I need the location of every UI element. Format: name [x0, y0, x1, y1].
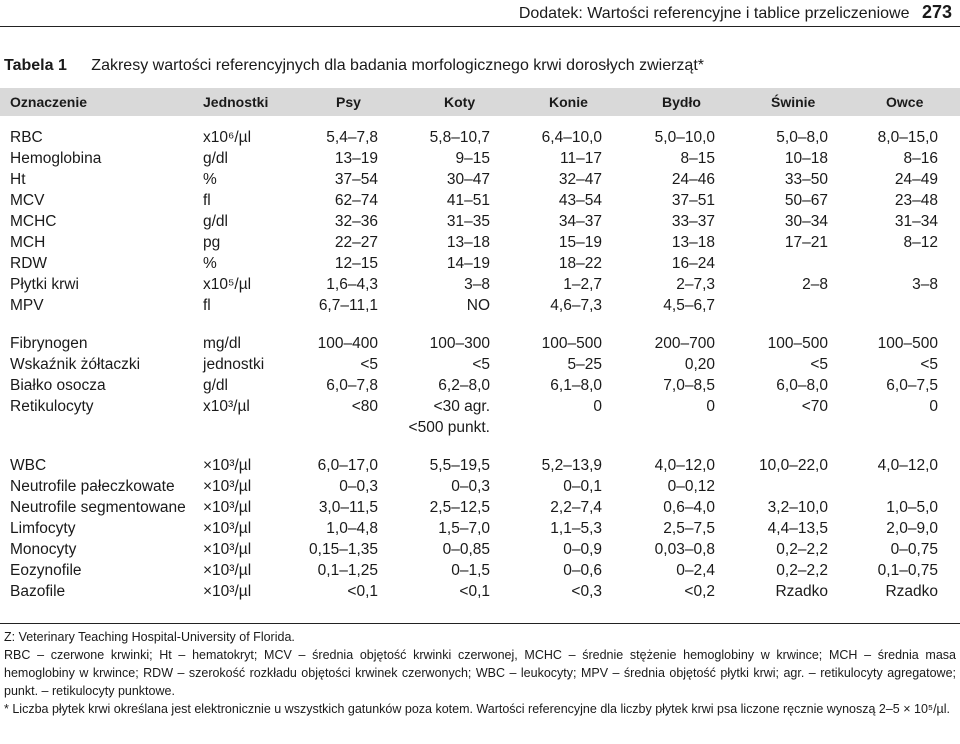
- row-value: 4,0–12,0: [877, 457, 938, 474]
- running-header: [519, 0, 952, 24]
- page-number: 273: [921, 2, 952, 22]
- row-value: 50–67: [784, 192, 828, 209]
- row-name: Monocyty: [10, 541, 77, 558]
- row-value: 0,2–2,2: [776, 541, 828, 558]
- row-value: 2,2–7,4: [550, 499, 602, 516]
- row-value: 5,0–10,0: [654, 129, 715, 146]
- row-value: <5: [810, 356, 828, 373]
- row-value: NO: [466, 297, 490, 314]
- header-species: Bydło: [662, 94, 701, 110]
- header-species: Koty: [444, 94, 476, 110]
- row-value: 7,0–8,5: [663, 377, 715, 394]
- row-unit: mg/dl: [203, 335, 241, 352]
- row-value: 1,5–7,0: [438, 520, 490, 537]
- table-header: [0, 88, 960, 116]
- row-value: 62–74: [334, 192, 378, 209]
- row-value: 0,03–0,8: [654, 541, 715, 558]
- row-value: 6,0–7,8: [326, 377, 378, 394]
- table-row: [0, 127, 960, 148]
- row-name: Neutrofile pałeczkowate: [10, 478, 175, 495]
- footnote-abbreviations: RBC – czerwone krwinki; Ht – hematokryt; MCV – średnia objętość krwinki czerwonej, MCHC – średnie stężenie hemoglobiny w krwince; MCH – średnia masa hemoglobiny w krwince; RDW – szerokość rozkładu objętości krwinek czerwonych; WBC – leukocyty; MPV – średnia objętość płytki krwi; agr. – retikulocyty agregatowe; punkt. – retikulocyty punktowe.: [4, 648, 956, 698]
- row-value: 1,0–5,0: [886, 499, 938, 516]
- row-value: 0,2–2,2: [776, 562, 828, 579]
- row-name: MCHC: [10, 213, 57, 230]
- row-value: 3,2–10,0: [767, 499, 828, 516]
- row-value: 10,0–22,0: [759, 457, 828, 474]
- row-value: 33–50: [784, 171, 828, 188]
- row-value: 1,6–4,3: [326, 276, 378, 293]
- row-value: 15–19: [558, 234, 602, 251]
- row-value: 3–8: [464, 276, 490, 293]
- row-value: 5–25: [567, 356, 602, 373]
- row-value: 0–0,3: [339, 478, 378, 495]
- row-value: 5,4–7,8: [326, 129, 378, 146]
- top-rule: [0, 26, 960, 27]
- row-value: 100–500: [767, 335, 828, 352]
- row-name: Bazofile: [10, 583, 66, 600]
- row-name: WBC: [10, 457, 47, 474]
- row-value: 13–18: [446, 234, 490, 251]
- row-unit: %: [203, 255, 217, 272]
- row-value: 16–24: [671, 255, 715, 272]
- row-unit: g/dl: [203, 213, 228, 230]
- row-value: <0,2: [684, 583, 715, 600]
- table-row: [0, 295, 960, 316]
- row-unit: g/dl: [203, 377, 228, 394]
- row-value: <0,3: [571, 583, 602, 600]
- header-species: Konie: [549, 94, 588, 110]
- running-header-title: Dodatek: Wartości referencyjne i tablice przeliczeniowe: [518, 5, 910, 22]
- row-value: 17–21: [784, 234, 828, 251]
- row-unit: x10³/µl: [203, 398, 250, 415]
- row-value: 0,15–1,35: [309, 541, 378, 558]
- row-name: Fibrynogen: [10, 335, 88, 352]
- row-value: 0: [929, 398, 938, 415]
- row-value: 0–0,75: [890, 541, 938, 558]
- row-name: MPV: [10, 297, 44, 314]
- row-value: 37–54: [334, 171, 378, 188]
- row-value: 31–35: [446, 213, 490, 230]
- row-value: <80: [351, 398, 378, 415]
- row-value: 32–47: [558, 171, 602, 188]
- row-name: Płytki krwi: [10, 276, 79, 293]
- row-name: MCH: [10, 234, 46, 251]
- row-name: Hemoglobina: [10, 150, 102, 167]
- row-value: 2,0–9,0: [886, 520, 938, 537]
- row-value: 0,20: [684, 356, 715, 373]
- row-value: 200–700: [654, 335, 715, 352]
- row-value: 4,6–7,3: [550, 297, 602, 314]
- header-species: Świnie: [771, 94, 816, 110]
- row-value: 6,0–8,0: [776, 377, 828, 394]
- row-value: 6,1–8,0: [550, 377, 602, 394]
- table-row: [0, 497, 960, 518]
- row-value: 3–8: [912, 276, 938, 293]
- table-row: [0, 354, 960, 375]
- table-row: [0, 417, 960, 438]
- row-value: 6,7–11,1: [318, 297, 378, 314]
- row-unit: pg: [203, 234, 221, 251]
- row-value: 6,2–8,0: [438, 377, 490, 394]
- table-row: [0, 169, 960, 190]
- row-value: 100–300: [429, 335, 490, 352]
- row-value: 4,5–6,7: [663, 297, 715, 314]
- row-value: <500 punkt.: [408, 419, 490, 436]
- row-value: 6,0–17,0: [317, 457, 378, 474]
- table-row: [0, 560, 960, 581]
- table-row: [0, 253, 960, 274]
- row-unit: g/dl: [203, 150, 228, 167]
- row-value: 100–500: [541, 335, 602, 352]
- table-row: [0, 476, 960, 497]
- row-value: Rzadko: [775, 583, 828, 600]
- row-unit: ×10³/µl: [203, 583, 252, 600]
- row-value: 2–7,3: [676, 276, 715, 293]
- row-name: Białko osocza: [10, 377, 106, 394]
- row-value: 8–15: [680, 150, 715, 167]
- table-row: [0, 274, 960, 295]
- row-value: 23–48: [894, 192, 938, 209]
- table-row: [0, 211, 960, 232]
- row-name: MCV: [10, 192, 45, 209]
- row-value: 6,4–10,0: [541, 129, 602, 146]
- bottom-rule: [0, 623, 960, 624]
- row-value: 9–15: [455, 150, 490, 167]
- row-name: Retikulocyty: [10, 398, 94, 415]
- row-value: 8–16: [903, 150, 938, 167]
- row-value: 2–8: [802, 276, 828, 293]
- header-name: Oznaczenie: [10, 94, 88, 110]
- row-unit: fl: [203, 192, 211, 209]
- row-name: Eozynofile: [10, 562, 82, 579]
- row-unit: ×10³/µl: [203, 499, 252, 516]
- row-value: 18–22: [558, 255, 602, 272]
- row-value: 0–0,1: [563, 478, 602, 495]
- row-value: 8,0–15,0: [877, 129, 938, 146]
- row-unit: ×10³/µl: [203, 562, 252, 579]
- row-value: 0–1,5: [451, 562, 490, 579]
- row-value: 3,0–11,5: [318, 499, 378, 516]
- row-unit: x10⁵/µl: [203, 276, 252, 293]
- table-row: [0, 455, 960, 476]
- row-value: 41–51: [446, 192, 490, 209]
- row-value: 4,0–12,0: [654, 457, 715, 474]
- row-value: 31–34: [894, 213, 938, 230]
- row-value: 5,5–19,5: [429, 457, 490, 474]
- row-unit: fl: [203, 297, 211, 314]
- row-value: 1,1–5,3: [550, 520, 602, 537]
- row-value: 0,6–4,0: [663, 499, 715, 516]
- table-row: [0, 375, 960, 396]
- row-value: 2,5–12,5: [429, 499, 490, 516]
- row-value: 0–0,6: [563, 562, 602, 579]
- row-value: 33–37: [671, 213, 715, 230]
- row-value: 8–12: [903, 234, 938, 251]
- row-value: 30–34: [784, 213, 828, 230]
- table-caption: [4, 57, 704, 75]
- row-value: 0–0,12: [667, 478, 715, 495]
- row-name: RDW: [10, 255, 48, 272]
- row-value: 100–500: [877, 335, 938, 352]
- row-name: Wskaźnik żółtaczki: [10, 356, 141, 373]
- row-value: 13–18: [671, 234, 715, 251]
- row-value: 37–51: [671, 192, 715, 209]
- footnotes: [4, 628, 956, 718]
- row-value: 30–47: [446, 171, 490, 188]
- row-unit: ×10³/µl: [203, 478, 252, 495]
- table-row: [0, 190, 960, 211]
- table-row: [0, 581, 960, 602]
- header-species: Psy: [336, 94, 361, 110]
- row-value: Rzadko: [885, 583, 938, 600]
- row-value: 24–49: [894, 171, 938, 188]
- row-value: 1–2,7: [563, 276, 602, 293]
- row-value: 12–15: [334, 255, 378, 272]
- row-value: 43–54: [558, 192, 602, 209]
- row-name: Neutrofile segmentowane: [10, 499, 186, 516]
- row-value: <0,1: [459, 583, 490, 600]
- row-value: <5: [472, 356, 490, 373]
- table-row: [0, 148, 960, 169]
- row-value: 0–2,4: [676, 562, 715, 579]
- row-value: 14–19: [446, 255, 490, 272]
- row-value: <70: [801, 398, 828, 415]
- row-value: 6,0–7,5: [886, 377, 938, 394]
- table-row: [0, 518, 960, 539]
- table-label: Tabela 1: [4, 57, 67, 74]
- row-value: 5,2–13,9: [541, 457, 602, 474]
- row-name: RBC: [10, 129, 43, 146]
- header-unit: Jednostki: [203, 94, 269, 110]
- row-value: <5: [360, 356, 378, 373]
- row-value: <30 agr.: [433, 398, 490, 415]
- row-value: 0: [706, 398, 715, 415]
- row-value: 2,5–7,5: [663, 520, 715, 537]
- row-value: 34–37: [558, 213, 602, 230]
- row-value: 22–27: [334, 234, 378, 251]
- row-unit: ×10³/µl: [203, 541, 252, 558]
- row-name: Limfocyty: [10, 520, 76, 537]
- table-row: [0, 333, 960, 354]
- footnote-source: Z: Veterinary Teaching Hospital-University of Florida.: [4, 630, 295, 644]
- row-value: 0–0,9: [563, 541, 602, 558]
- row-value: 24–46: [671, 171, 715, 188]
- row-value: 0–0,85: [442, 541, 490, 558]
- table-row: [0, 232, 960, 253]
- row-value: <5: [920, 356, 938, 373]
- row-value: 0,1–0,75: [877, 562, 938, 579]
- table-row: [0, 396, 960, 417]
- row-value: 4,4–13,5: [767, 520, 828, 537]
- row-value: 13–19: [334, 150, 378, 167]
- row-unit: ×10³/µl: [203, 520, 252, 537]
- row-value: 0–0,3: [451, 478, 490, 495]
- row-value: 100–400: [317, 335, 378, 352]
- row-name: Ht: [10, 171, 26, 188]
- row-value: 0: [593, 398, 602, 415]
- footnote-asterisk: * Liczba płytek krwi określana jest elektronicznie u wszystkich gatunków poza kotem. Wartości referencyjne dla liczby płytek krwi psa liczone ręcznie wynoszą 2–5 × 10⁵/µl.: [4, 702, 951, 716]
- row-value: 32–36: [334, 213, 378, 230]
- row-unit: jednostki: [203, 356, 265, 373]
- row-value: 1,0–4,8: [326, 520, 378, 537]
- row-value: 5,8–10,7: [429, 129, 490, 146]
- row-value: 0,1–1,25: [317, 562, 378, 579]
- row-value: 11–17: [560, 150, 602, 167]
- row-unit: ×10³/µl: [203, 457, 252, 474]
- table-title: Zakresy wartości referencyjnych dla badania morfologicznego krwi dorosłych zwierząt*: [91, 57, 704, 74]
- row-unit: x10⁶/µl: [203, 129, 252, 146]
- header-species: Owce: [886, 94, 924, 110]
- row-value: <0,1: [347, 583, 378, 600]
- table-row: [0, 539, 960, 560]
- row-value: 10–18: [784, 150, 828, 167]
- row-unit: %: [203, 171, 217, 188]
- row-value: 5,0–8,0: [776, 129, 828, 146]
